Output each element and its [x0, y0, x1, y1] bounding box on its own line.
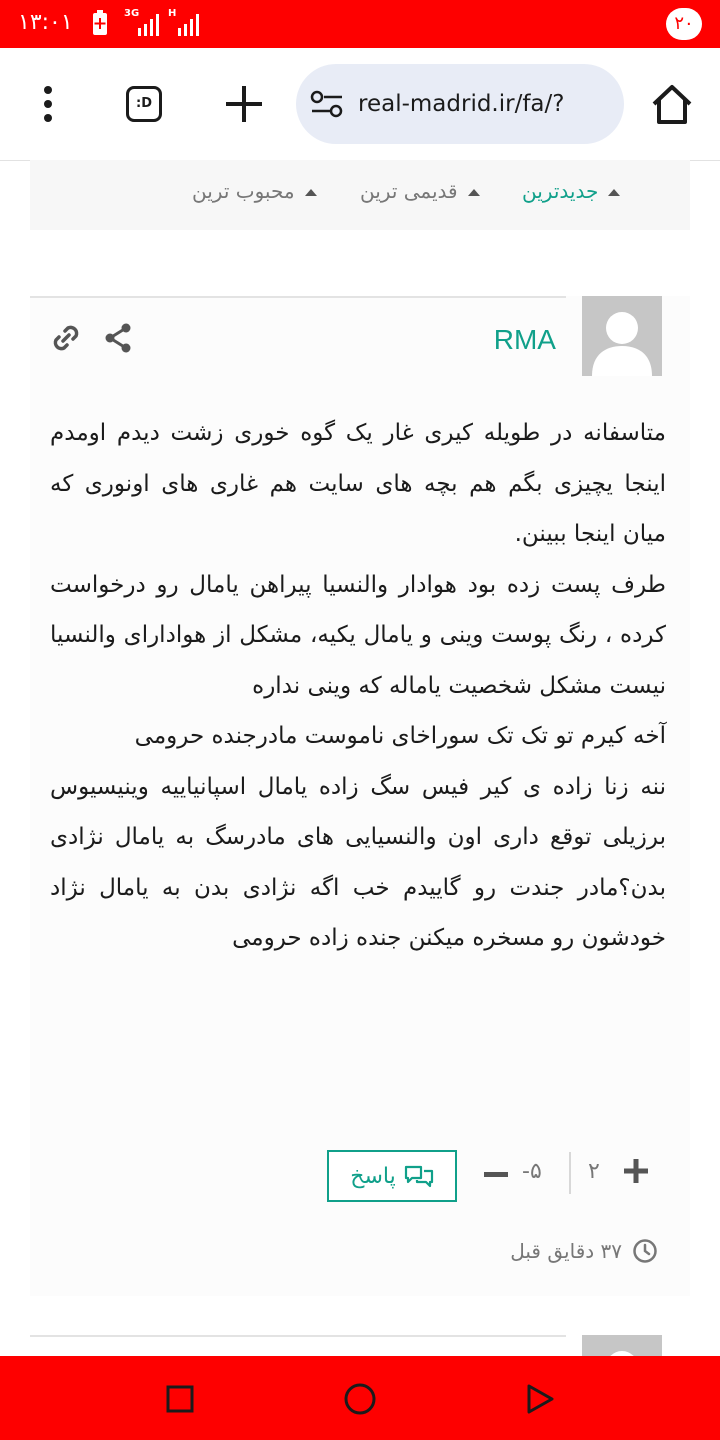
reply-label: پاسخ	[350, 1163, 396, 1189]
more-menu-icon[interactable]	[30, 82, 66, 126]
back-triangle-icon[interactable]	[523, 1382, 557, 1416]
upvote-plus-icon[interactable]	[622, 1157, 650, 1185]
comment-paragraph: آخه کیرم تو تک تک سوراخای ناموست مادرجنده حرومی	[134, 723, 666, 749]
signal-h-icon	[168, 10, 204, 36]
recent-apps-square-icon[interactable]	[163, 1382, 197, 1416]
reply-button[interactable]	[327, 1150, 457, 1202]
sort-newest[interactable]	[522, 174, 620, 208]
share-icon[interactable]	[102, 322, 134, 354]
sort-newest-label: جدیدترین	[522, 179, 599, 203]
default-avatar-icon	[582, 1335, 662, 1357]
address-bar[interactable]	[296, 64, 624, 144]
site-settings-icon[interactable]	[310, 90, 344, 118]
upvote-count: ۲	[588, 1159, 600, 1184]
notification-count-badge[interactable]: ۲۰	[666, 8, 702, 40]
sort-arrow-icon	[305, 189, 317, 196]
sort-oldest-label: قدیمی ترین	[360, 179, 458, 203]
status-time: ۱۳:۰۱	[18, 10, 73, 35]
signal-3g-label: 3G	[124, 8, 140, 19]
comment-paragraph: ننه زنا زاده ی کیر فیس سگ زاده یامال اسپانیاییه وینیسیوس برزیلی توقع داری اون والنسیایی های مادرسگ به یامال نژادی بدن؟مادر جندت رو گاییدم خب اگه نژادی بدن به یامال نژاد خودشون رو مسخره میکنن جنده زاده حرومی	[50, 773, 666, 951]
vote-separator	[569, 1152, 571, 1194]
signal-3g-icon	[124, 10, 160, 36]
sort-popular[interactable]	[192, 174, 317, 208]
comment-body	[50, 408, 666, 964]
browser-toolbar	[0, 48, 720, 161]
downvote-count: -۵	[522, 1159, 542, 1184]
comment-paragraph: طرف پست زده بود هوادار والنسیا پیراهن یامال رو درخواست کرده ، رنگ پوست وینی و یامال یکیه، مشکل از هوادارای والنسیا نیست مشکل شخصیت یاماله که وینی نداره	[50, 571, 666, 699]
sort-popular-label: محبوب ترین	[192, 179, 295, 203]
signal-h-label: H	[168, 8, 177, 19]
home-icon[interactable]	[650, 82, 694, 126]
sort-arrow-icon	[468, 189, 480, 196]
tabs-switcher-icon[interactable]: :D	[126, 86, 162, 122]
default-avatar-icon	[582, 296, 662, 376]
home-circle-icon[interactable]	[343, 1382, 377, 1416]
sort-arrow-icon	[608, 189, 620, 196]
comment-sort-bar	[30, 160, 690, 230]
link-icon[interactable]	[50, 322, 82, 354]
comment-timestamp: ۳۷ دقایق قبل	[510, 1239, 622, 1263]
clock-icon	[632, 1238, 658, 1264]
comment-paragraph: متاسفانه در طویله کیری غار یک گوه خوری زشت دیدم اومدم اینجا یچیزی بگم هم بچه های سایت هم غاری های اونوری که میان اینجا ببینن.	[50, 420, 666, 547]
sort-oldest[interactable]	[360, 174, 480, 208]
comment-author[interactable]: RMA	[493, 324, 556, 355]
system-nav-bar	[0, 1356, 720, 1440]
avatar[interactable]	[582, 1335, 662, 1357]
comments-icon	[404, 1164, 434, 1188]
next-comment-divider	[30, 1335, 566, 1337]
battery-alert-icon	[92, 10, 108, 36]
downvote-minus-icon[interactable]	[482, 1160, 510, 1188]
status-bar	[0, 0, 720, 48]
url-text[interactable]: real-madrid.ir/fa/?	[358, 91, 565, 117]
avatar[interactable]	[582, 296, 662, 376]
comment-divider	[30, 296, 566, 298]
new-tab-plus-icon[interactable]	[224, 84, 264, 124]
